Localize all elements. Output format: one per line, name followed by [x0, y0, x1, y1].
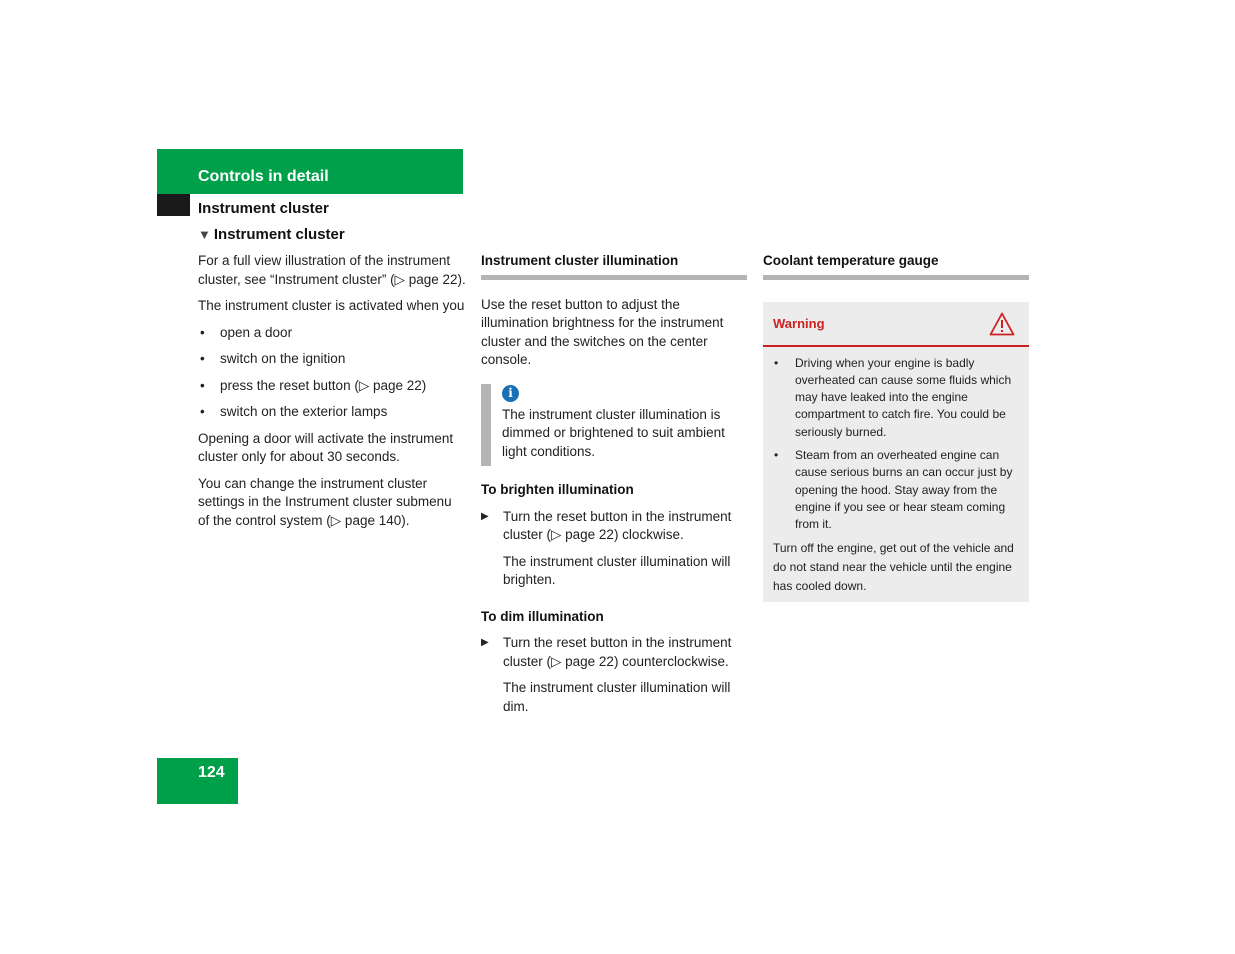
page-number: 124: [198, 764, 225, 781]
info-bar: [481, 384, 491, 466]
column-right: [763, 252, 1029, 602]
column-left: [198, 252, 466, 538]
section-marker: [157, 194, 190, 216]
triangle-down-icon: ▼: [198, 227, 211, 242]
column-middle: [481, 252, 747, 734]
list-item: • open a door: [198, 324, 466, 343]
paragraph: Use the reset button to adjust the illumination brightness for the instrument cluster and the switches on the center console.: [481, 296, 724, 367]
step-text: Turn the reset button in the instrument cluster (▷ page 22) clockwise.: [503, 508, 732, 542]
warning-header: [763, 302, 1029, 347]
section-title: Instrument cluster: [198, 200, 329, 217]
dim-result: The instrument cluster illumination will dim.: [503, 680, 731, 714]
activation-list: [198, 324, 466, 422]
step-text: Turn the reset button in the instrument cluster (▷ page 22) counterclockwise.: [503, 635, 732, 669]
info-note: [481, 384, 747, 462]
subsection-title: [198, 226, 345, 243]
chapter-title: Controls in detail: [198, 168, 329, 185]
warning-label: Warning: [773, 315, 825, 331]
paragraph: The instrument cluster is activated when you: [198, 298, 465, 313]
arrow-right-icon: ▶: [481, 510, 489, 522]
list-item: • switch on the exterior lamps: [198, 403, 466, 422]
warning-triangle-icon: [989, 312, 1015, 336]
arrow-right-icon: ▶: [481, 637, 489, 648]
brighten-result: The instrument cluster illumination will brighten.: [503, 553, 731, 587]
dim-step: [481, 634, 747, 671]
list-item: • press the reset button (▷ page 22): [198, 377, 466, 396]
column-heading: Instrument cluster illumination: [481, 252, 747, 280]
paragraph: You can change the instrument cluster settings in the Instrument cluster submenu of the control system (▷ page 140).: [198, 475, 452, 528]
warning-item: • Driving when your engine is badly overheated can cause some fluids which may have leaked into the engine compartment to catch fire. You could be seriously burned.: [773, 355, 1021, 441]
paragraph: For a full view illustration of the instrument cluster, see “Instrument cluster” (▷ page 22).: [198, 253, 466, 287]
warning-footer: Turn off the engine, get out of the vehicle and do not stand near the vehicle until the engine has cooled down.: [773, 541, 1014, 594]
subsection-title-text: Instrument cluster: [213, 226, 345, 243]
info-icon: i: [502, 385, 519, 402]
column-heading: Coolant temperature gauge: [763, 252, 1029, 280]
paragraph: Opening a door will activate the instrument cluster only for about 30 seconds.: [198, 430, 454, 464]
brighten-heading: To brighten illumination: [481, 482, 634, 497]
dim-heading: To dim illumination: [481, 608, 604, 624]
brighten-step: [481, 508, 747, 545]
warning-item: • Steam from an overheated engine can cause serious burns an can occur just by opening the hood. Stay away from the engine if you see or hear steam coming from it.: [773, 447, 1021, 533]
warning-list: [763, 347, 1029, 534]
list-item: • switch on the ignition: [198, 350, 466, 369]
warning-box: [763, 302, 1029, 603]
info-text: The instrument cluster illumination is dimmed or brightened to suit ambient light conditions.: [502, 406, 725, 459]
